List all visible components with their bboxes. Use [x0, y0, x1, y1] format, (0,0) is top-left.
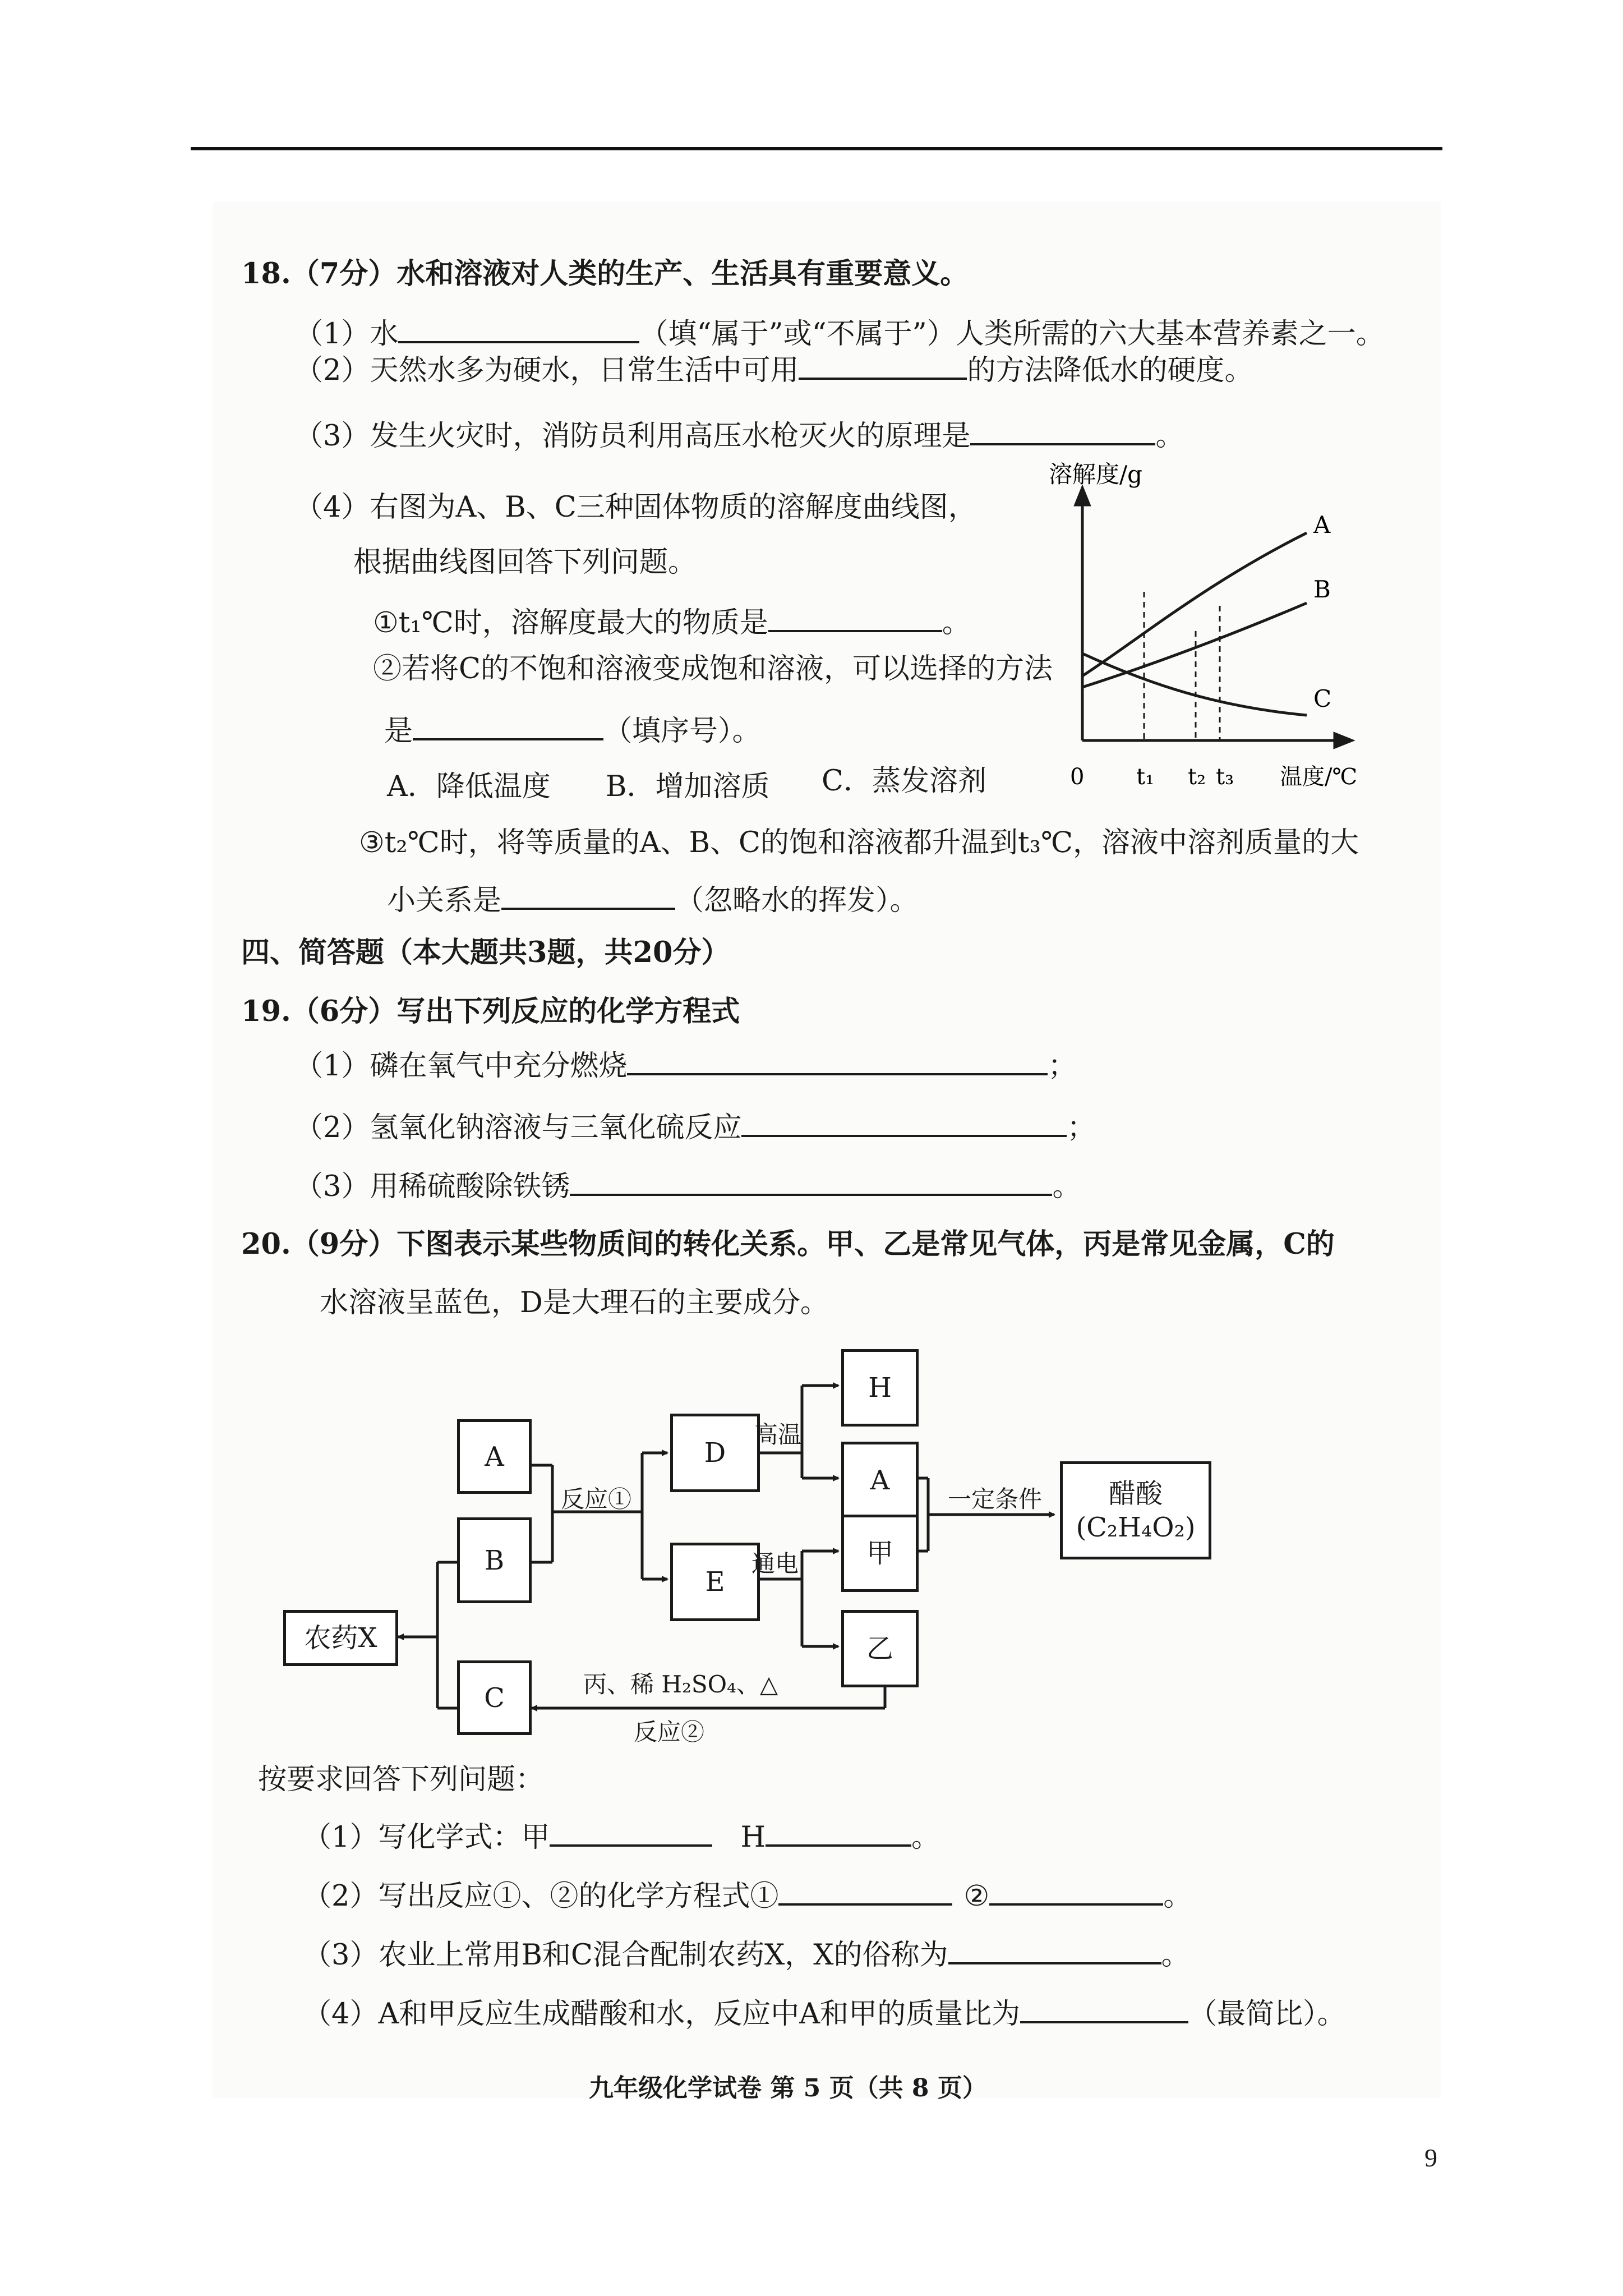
node-h: H — [841, 1349, 919, 1427]
q18-sub3-line1: ③t₂℃时，将等质量的A、B、C的饱和溶液都升温到t₃℃，溶液中溶剂质量的大 — [359, 826, 1359, 859]
answer-blank[interactable] — [948, 1935, 1161, 1964]
node-a: A — [457, 1419, 532, 1494]
q19-line3-text: （3）用稀硫酸除铁锈 — [294, 1170, 570, 1203]
chart-xlabel: 温度/℃ — [1280, 764, 1358, 790]
q20-line4 — [303, 1994, 1346, 2033]
node-c: C — [457, 1660, 532, 1735]
chart-origin: 0 — [1070, 764, 1085, 790]
q19-line3-end: 。 — [1052, 1170, 1081, 1203]
q20-line1-text-b: H — [740, 1821, 766, 1854]
q18-part2-text-a: （2）天然水多为硬水，日常生活中可用 — [294, 354, 799, 387]
label-reaction-2-reagents: 丙、稀 H₂SO₄、△ — [583, 1671, 778, 1698]
option-c: C．蒸发溶剂 — [822, 765, 987, 798]
q20-line4-text-b: （最简比）。 — [1188, 1998, 1346, 2031]
answer-blank[interactable] — [778, 1876, 952, 1906]
q19-line2-end: ； — [1067, 1111, 1096, 1144]
q18-sub1-text-a: ①t₁℃时，溶解度最大的物质是 — [373, 606, 768, 639]
q20-prompt: 按要求回答下列问题： — [258, 1763, 545, 1796]
node-pesticide-x: 农药X — [283, 1610, 398, 1666]
q20-line3-text-a: （3）农业上常用B和C混合配制农药X，X的俗称为 — [303, 1939, 948, 1972]
q19-heading: 19.（6分）写出下列反应的化学方程式 — [241, 995, 740, 1028]
label-condition: 一定条件 — [948, 1485, 1043, 1513]
node-jia: 甲 — [841, 1515, 919, 1592]
q20-line1-text-c: 。 — [911, 1821, 940, 1854]
q18-part2-text-b: 的方法降低水的硬度。 — [967, 354, 1253, 387]
tick-t3: t₃ — [1216, 764, 1234, 790]
q20-line2 — [303, 1876, 1192, 1915]
q18-part3-text-a: （3）发生火灾时，消防员利用高压水枪灭火的原理是 — [294, 420, 971, 453]
answer-blank[interactable] — [550, 1818, 712, 1847]
q20-line3-text-b: 。 — [1161, 1939, 1190, 1972]
q19-line2-text: （2）氢氧化钠溶液与三氧化硫反应 — [294, 1111, 742, 1144]
q20-heading: 20.（9分）下图表示某些物质间的转化关系。甲、乙是常见气体，丙是常见金属，C的 — [241, 1227, 1335, 1261]
node-yi: 乙 — [841, 1610, 919, 1687]
label-reaction-2: 反应② — [634, 1718, 705, 1746]
tick-t1: t₁ — [1136, 764, 1155, 790]
q20-line4-text-a: （4）A和甲反应生成醋酸和水，反应中A和甲的质量比为 — [303, 1998, 1021, 2031]
node-b: B — [457, 1517, 532, 1603]
q18-heading: 18.（7分）水和溶液对人类的生产、生活具有重要意义。 — [241, 257, 969, 291]
q20-line1-text-a: （1）写化学式：甲 — [303, 1821, 550, 1854]
label-electrolysis: 通电 — [751, 1550, 799, 1577]
page-footer: 九年级化学试卷 第 5 页（共 8 页） — [589, 2074, 987, 2102]
q18-sub3-text-b: 小关系是 — [387, 884, 502, 917]
q18-sub2-line1: ②若将C的不饱和溶液变成饱和溶液，可以选择的方法 — [373, 652, 1053, 685]
q18-sub1-text-b: 。 — [942, 606, 971, 639]
q18-sub2-text-c: （填序号）。 — [603, 715, 761, 748]
q18-part4-line2: 根据曲线图回答下列问题。 — [353, 546, 697, 579]
option-b: B．增加溶质 — [606, 770, 770, 803]
q19-line1-end: ； — [1048, 1050, 1077, 1083]
chart-ylabel: 溶解度/g — [1049, 461, 1143, 488]
q20-line2-text-c: 。 — [1163, 1880, 1192, 1913]
node-a-product: A — [841, 1442, 919, 1519]
q18-part3-text-b: 。 — [1155, 420, 1184, 453]
label-reaction-1: 反应① — [561, 1485, 632, 1513]
answer-blank[interactable] — [1020, 1994, 1188, 2023]
node-acetic-acid — [1060, 1461, 1211, 1559]
q20-line2-text-b: ② — [963, 1880, 990, 1913]
node-e: E — [670, 1543, 760, 1621]
q18-part4-line1: （4）右图为A、B、C三种固体物质的溶解度曲线图， — [294, 491, 977, 524]
q20-line3 — [303, 1935, 1190, 1974]
q19-line1-text: （1）磷在氧气中充分燃烧 — [294, 1050, 628, 1083]
answer-blank[interactable] — [766, 1818, 911, 1847]
curve-c-label: C — [1313, 685, 1332, 712]
label-high-temp: 高温 — [754, 1421, 802, 1448]
acetic-acid-formula: (C₂H₄O₂) — [1076, 1511, 1196, 1543]
q18-sub2-text-b: 是 — [384, 715, 413, 748]
curve-b-label: B — [1313, 576, 1331, 603]
tick-t2: t₂ — [1188, 764, 1206, 790]
node-d: D — [670, 1414, 760, 1492]
q20-line2-text-a: （2）写出反应①、②的化学方程式① — [303, 1880, 779, 1913]
option-a: A．降低温度 — [387, 770, 551, 803]
page-number: 9 — [1424, 2143, 1437, 2172]
curve-a-label: A — [1313, 511, 1331, 539]
q20-heading-line2: 水溶液呈蓝色，D是大理石的主要成分。 — [320, 1286, 829, 1319]
acetic-acid-name: 醋酸 — [1108, 1478, 1163, 1510]
q18-sub3-text-c: （忽略水的挥发）。 — [675, 884, 919, 917]
answer-blank[interactable] — [989, 1876, 1163, 1906]
section-4-heading: 四、简答题（本大题共3题，共20分） — [241, 936, 730, 969]
q18-part1-text-a: （1）水 — [294, 318, 399, 351]
q18-part1-text-b: （填“属于”或“不属于”）人类所需的六大基本营养素之一。 — [639, 318, 1385, 351]
q20-line1 — [303, 1818, 940, 1856]
